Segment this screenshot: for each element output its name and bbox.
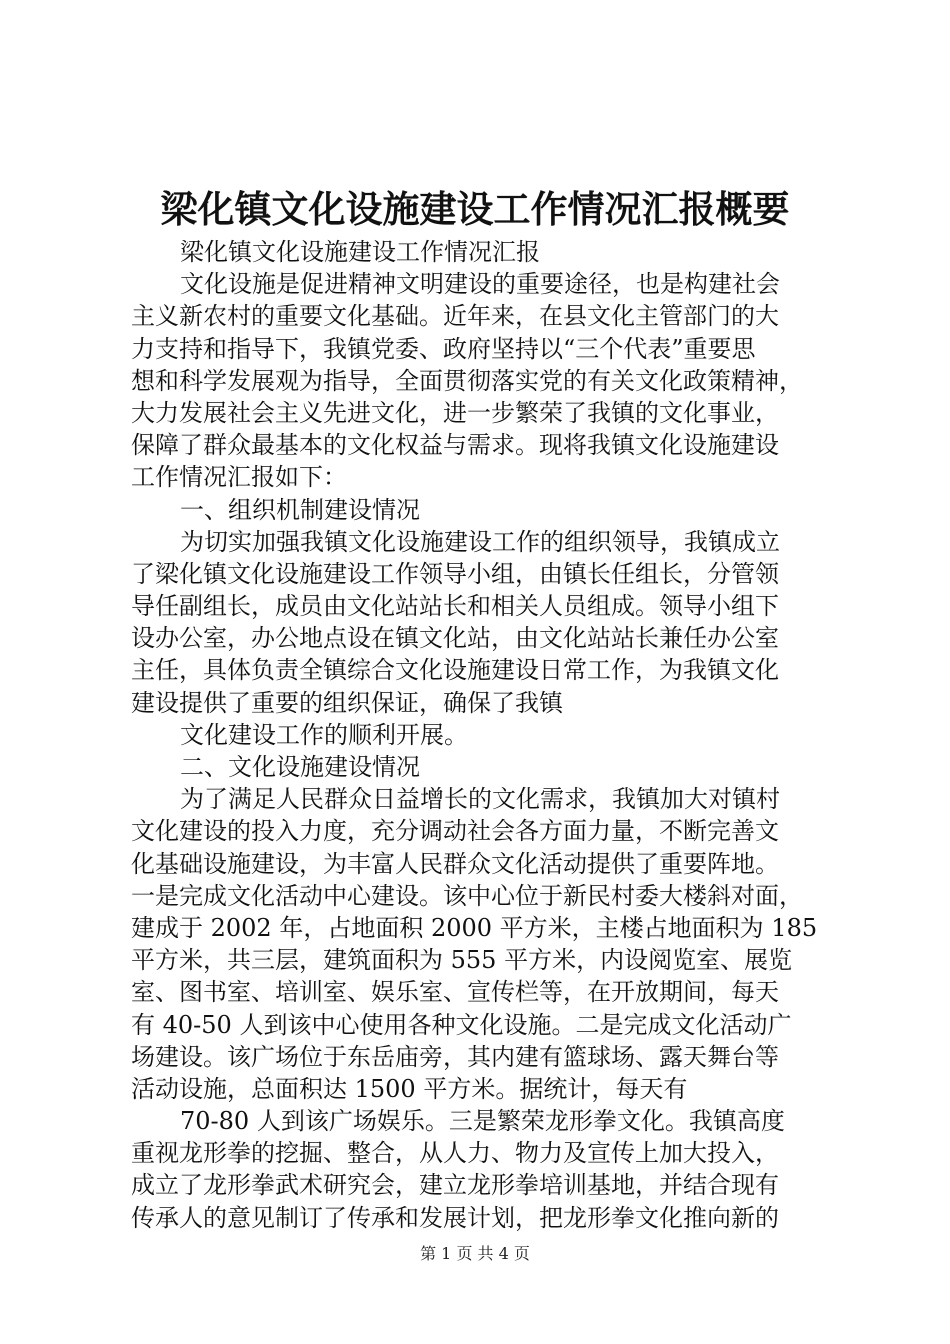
text-line: 想和科学发展观为指导，全面贯彻落实党的有关文化政策精神， (131, 366, 803, 395)
text-line: 二、文化设施建设情况 (180, 753, 420, 781)
text-line: 建设提供了重要的组织保证，确保了我镇 (131, 688, 563, 717)
text-line: 力支持和指导下，我镇党委、政府坚持以“三个代表”重要思 (131, 334, 756, 363)
text-line: 文化设施是促进精神文明建设的重要途径，也是构建社会 (180, 270, 780, 299)
text-line: 导任副组长，成员由文化站站长和相关人员组成。领导小组下 (131, 592, 779, 621)
text-line: 主任，具体负责全镇综合文化设施建设日常工作，为我镇文化 (131, 656, 779, 685)
text-line: 平方米，共三层，建筑面积为 555 平方米，内设阅览室、展览 (131, 946, 793, 975)
text-line: 建成于 2002 年，占地面积 2000 平方米，主楼占地面积为 185 (131, 913, 818, 942)
text-line: 活动设施，总面积达 1500 平方米。据统计，每天有 (131, 1074, 688, 1103)
text-line: 文化建设工作的顺利开展。 (180, 720, 468, 749)
text-line: 大力发展社会主义先进文化，进一步繁荣了我镇的文化事业， (131, 398, 779, 427)
text-line: 重视龙形拳的挖掘、整合，从人力、物力及宣传上加大投入， (131, 1139, 779, 1168)
text-line: 室、图书室、培训室、娱乐室、宣传栏等，在开放期间，每天 (131, 978, 779, 1007)
document-body (131, 236, 831, 1234)
page-footer: 第 1 页 共 4 页 (420, 1244, 530, 1263)
text-line: 设办公室，办公地点设在镇文化站，由文化站站长兼任办公室 (131, 624, 779, 653)
text-line: 保障了群众最基本的文化权益与需求。现将我镇文化设施建设 (131, 431, 779, 460)
text-line: 为了满足人民群众日益增长的文化需求，我镇加大对镇村 (180, 785, 780, 814)
text-line: 了梁化镇文化设施建设工作领导小组，由镇长任组长，分管领 (131, 559, 779, 588)
text-line: 文化建设的投入力度，充分调动社会各方面力量，不断完善文 (131, 817, 779, 846)
document-title: 梁化镇文化设施建设工作情况汇报概要 (160, 187, 790, 231)
text-line: 梁化镇文化设施建设工作情况汇报 (180, 238, 540, 266)
text-line: 化基础设施建设，为丰富人民群众文化活动提供了重要阵地。 (131, 849, 779, 878)
text-line: 一是完成文化活动中心建设。该中心位于新民村委大楼斜对面， (131, 881, 803, 910)
text-line: 为切实加强我镇文化设施建设工作的组织领导，我镇成立 (180, 527, 780, 556)
text-line: 场建设。该广场位于东岳庙旁，其内建有篮球场、露天舞台等 (131, 1042, 779, 1071)
text-line: 主义新农村的重要文化基础。近年来，在县文化主管部门的大 (131, 302, 779, 331)
text-line: 传承人的意见制订了传承和发展计划，把龙形拳文化推向新的 (131, 1203, 779, 1232)
text-line: 70-80 人到该广场娱乐。三是繁荣龙形拳文化。我镇高度 (180, 1107, 785, 1136)
text-line: 成立了龙形拳武术研究会，建立龙形拳培训基地，并结合现有 (131, 1171, 779, 1200)
text-line: 有 40-50 人到该中心使用各种文化设施。二是完成文化活动广 (131, 1010, 792, 1039)
text-line: 工作情况汇报如下： (131, 463, 347, 492)
text-line: 一、组织机制建设情况 (180, 495, 420, 524)
